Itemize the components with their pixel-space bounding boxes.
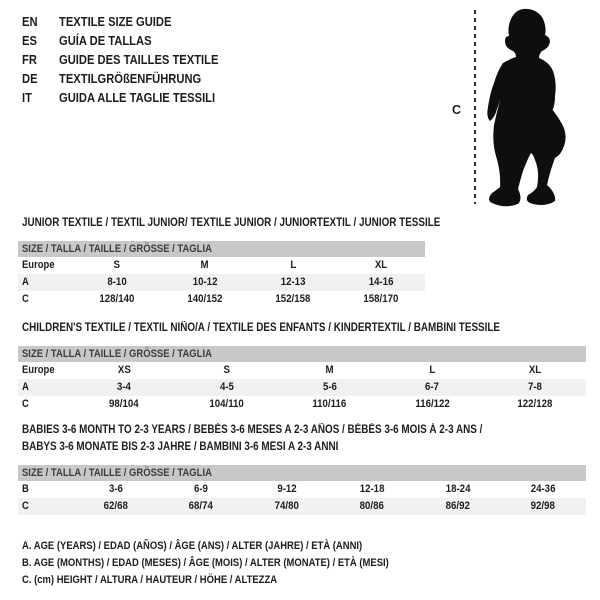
size-value-cell xyxy=(501,481,587,498)
footnote-line xyxy=(18,572,449,589)
size-value: 14-16 xyxy=(368,276,394,288)
size-value: 74/80 xyxy=(274,500,299,512)
footnote-text: A. AGE (YEARS) / EDAD (AÑOS) / ÂGE (ANS) / ALTER (JAHRE) / ETÀ (ANNI) xyxy=(22,540,363,552)
size-value-cell xyxy=(415,481,501,498)
row-label: B xyxy=(22,483,29,495)
size-value: 6-9 xyxy=(194,483,209,495)
size-value: 4-5 xyxy=(219,381,234,393)
size-value: 92/98 xyxy=(531,500,556,512)
size-value: 80/86 xyxy=(360,500,385,512)
size-value-cell xyxy=(73,379,176,396)
language-label-text: TEXTILGRÖßENFÜHRUNG xyxy=(59,71,202,86)
size-value-cell xyxy=(244,481,330,498)
size-value: S xyxy=(223,364,231,376)
size-value-cell xyxy=(415,498,501,515)
size-value-cell xyxy=(330,498,416,515)
language-code-text: ES xyxy=(22,33,37,48)
size-value-cell xyxy=(330,481,416,498)
table-title-text: CHILDREN'S TEXTILE / TEXTIL NIÑO/A / TEXTILE DES ENFANTS / KINDERTEXTIL / BAMBINI TESSILE xyxy=(22,322,501,334)
height-measure-label: C xyxy=(452,103,462,117)
size-value-cell xyxy=(483,379,586,396)
size-value-cell xyxy=(244,498,330,515)
table-title xyxy=(18,320,586,337)
size-value: 9-12 xyxy=(277,483,297,495)
footnote-text: C. (cm) HEIGHT / ALTURA / HAUTEUR / HÖHE / ALTEZZA xyxy=(22,574,278,586)
size-value-cell xyxy=(73,291,161,308)
row-label: C xyxy=(22,398,29,410)
size-value: 24-36 xyxy=(530,483,556,495)
size-header-bar xyxy=(18,241,425,257)
table-row xyxy=(18,291,425,308)
size-value-cell xyxy=(278,396,381,413)
language-label-text: GUÍA DE TALLAS xyxy=(59,33,152,48)
size-value-cell xyxy=(483,396,586,413)
table-title xyxy=(18,439,586,456)
size-value: 128/140 xyxy=(99,293,135,305)
size-value: M xyxy=(200,259,210,271)
size-value: 116/122 xyxy=(414,398,450,410)
toddler-silhouette-icon xyxy=(485,4,595,210)
language-label-text: GUIDA ALLE TAGLIE TESSILI xyxy=(59,90,216,105)
language-code-text: DE xyxy=(22,71,38,86)
language-code-text: FR xyxy=(22,52,37,67)
table-row xyxy=(18,379,586,396)
size-value-cell xyxy=(337,291,425,308)
table-title xyxy=(18,215,441,232)
language-label xyxy=(59,88,241,107)
size-value: 62/68 xyxy=(103,500,128,512)
size-value: 3-4 xyxy=(117,381,132,393)
size-value-cell xyxy=(161,291,249,308)
table-row xyxy=(18,396,586,413)
size-value-cell xyxy=(249,291,337,308)
language-row xyxy=(22,88,244,107)
row-label-cell xyxy=(18,274,73,291)
table-row xyxy=(18,362,586,379)
size-value-cell xyxy=(73,362,176,379)
language-code xyxy=(22,31,59,50)
size-value-cell xyxy=(73,396,176,413)
size-value: L xyxy=(290,259,296,271)
table-title-text: BABYS 3-6 MONATE BIS 2-3 JAHRE / BAMBINI 3-6 MESI A 2-3 ANNI xyxy=(22,441,339,453)
language-label xyxy=(59,31,167,50)
height-measure-dashed-line xyxy=(474,10,476,204)
size-header-text: SIZE / TALLA / TAILLE / GRÖSSE / TAGLIA xyxy=(22,243,212,255)
row-label-cell xyxy=(18,362,73,379)
size-value: 5-6 xyxy=(322,381,337,393)
size-value-cell xyxy=(501,498,587,515)
size-value: 10-12 xyxy=(192,276,218,288)
row-label-cell xyxy=(18,396,73,413)
size-value: L xyxy=(429,364,436,376)
size-value: 104/110 xyxy=(209,398,245,410)
row-label-cell xyxy=(18,257,73,274)
size-value-cell xyxy=(176,396,279,413)
size-value-cell xyxy=(483,362,586,379)
size-value: 140/152 xyxy=(187,293,223,305)
row-label-cell xyxy=(18,291,73,308)
row-label: A xyxy=(22,381,29,393)
size-value-cell xyxy=(381,379,484,396)
size-value: 6-7 xyxy=(425,381,440,393)
size-value-cell xyxy=(161,274,249,291)
size-value: M xyxy=(325,364,334,376)
size-value-cell xyxy=(161,257,249,274)
footnote-line xyxy=(18,538,449,555)
size-value-cell xyxy=(159,498,245,515)
size-value: 18-24 xyxy=(445,483,471,495)
size-value: 8-10 xyxy=(107,276,127,288)
size-value: 122/128 xyxy=(517,398,553,410)
language-label xyxy=(59,50,244,69)
footnotes xyxy=(18,538,449,589)
language-row xyxy=(22,69,244,88)
size-value: 158/170 xyxy=(363,293,399,305)
language-label xyxy=(59,12,190,31)
size-value-cell xyxy=(176,362,279,379)
size-value-cell xyxy=(159,481,245,498)
size-value: XL xyxy=(528,364,541,376)
size-value: 98/104 xyxy=(109,398,140,410)
row-label: C xyxy=(22,293,29,305)
size-value-cell xyxy=(73,257,161,274)
language-row xyxy=(22,12,244,31)
row-label: A xyxy=(22,276,29,288)
row-label-cell xyxy=(18,498,73,515)
size-value-cell xyxy=(278,362,381,379)
table-row xyxy=(18,274,425,291)
size-value: 12-18 xyxy=(359,483,385,495)
table-row xyxy=(18,257,425,274)
size-value: 7-8 xyxy=(527,381,542,393)
size-value-cell xyxy=(337,257,425,274)
size-value: 152/158 xyxy=(275,293,311,305)
size-value-cell xyxy=(249,274,337,291)
size-value-cell xyxy=(176,379,279,396)
footnote-text: B. AGE (MONTHS) / EDAD (MESES) / ÂGE (MOIS) / ALTER (MONATE) / ETÀ (MESI) xyxy=(22,557,389,569)
row-label-cell xyxy=(18,379,73,396)
size-value-cell xyxy=(73,498,159,515)
language-code xyxy=(22,88,59,107)
size-value: XL xyxy=(374,259,388,271)
table-title-text: BABIES 3-6 MONTH TO 2-3 YEARS / BEBÉS 3-6 MESES A 2-3 AÑOS / BÉBÉS 3-6 MOIS À 2-3 ANS / xyxy=(22,424,483,436)
size-value: S xyxy=(113,259,121,271)
size-value-cell xyxy=(381,362,484,379)
language-label xyxy=(59,69,224,88)
table-junior-textile xyxy=(18,215,441,308)
size-value-cell xyxy=(249,257,337,274)
row-label: Europe xyxy=(22,259,55,271)
table-title xyxy=(18,422,586,439)
language-code xyxy=(22,50,59,69)
size-header-text: SIZE / TALLA / TAILLE / GRÖSSE / TAGLIA xyxy=(22,467,212,479)
table-row xyxy=(18,481,586,498)
size-value-cell xyxy=(73,274,161,291)
size-value-cell xyxy=(73,481,159,498)
language-code xyxy=(22,12,59,31)
row-label: Europe xyxy=(22,364,55,376)
row-label: C xyxy=(22,500,29,512)
size-value: 68/74 xyxy=(189,500,214,512)
table-title-text: JUNIOR TEXTILE / TEXTIL JUNIOR/ TEXTILE JUNIOR / JUNIORTEXTIL / JUNIOR TESSILE xyxy=(22,217,441,229)
language-list xyxy=(22,12,244,107)
table-row xyxy=(18,498,586,515)
size-value: 12-13 xyxy=(280,276,306,288)
size-value: 3-6 xyxy=(108,483,123,495)
language-label-text: GUIDE DES TAILLES TEXTILE xyxy=(59,52,219,67)
language-code-text: EN xyxy=(22,14,38,29)
size-value: 86/92 xyxy=(445,500,470,512)
size-header-bar xyxy=(18,346,586,362)
size-value-cell xyxy=(337,274,425,291)
language-label-text: TEXTILE SIZE GUIDE xyxy=(59,14,172,29)
language-code xyxy=(22,69,59,88)
table-childrens-textile xyxy=(18,320,586,413)
size-header-bar xyxy=(18,465,586,481)
size-value: 110/116 xyxy=(312,398,347,410)
language-code-text: IT xyxy=(22,90,32,105)
size-value-cell xyxy=(278,379,381,396)
size-header-text: SIZE / TALLA / TAILLE / GRÖSSE / TAGLIA xyxy=(22,348,212,360)
language-row xyxy=(22,50,244,69)
footnote-line xyxy=(18,555,449,572)
size-value: XS xyxy=(117,364,131,376)
size-value-cell xyxy=(381,396,484,413)
language-row xyxy=(22,31,244,50)
row-label-cell xyxy=(18,481,73,498)
table-babies-textile xyxy=(18,422,586,515)
